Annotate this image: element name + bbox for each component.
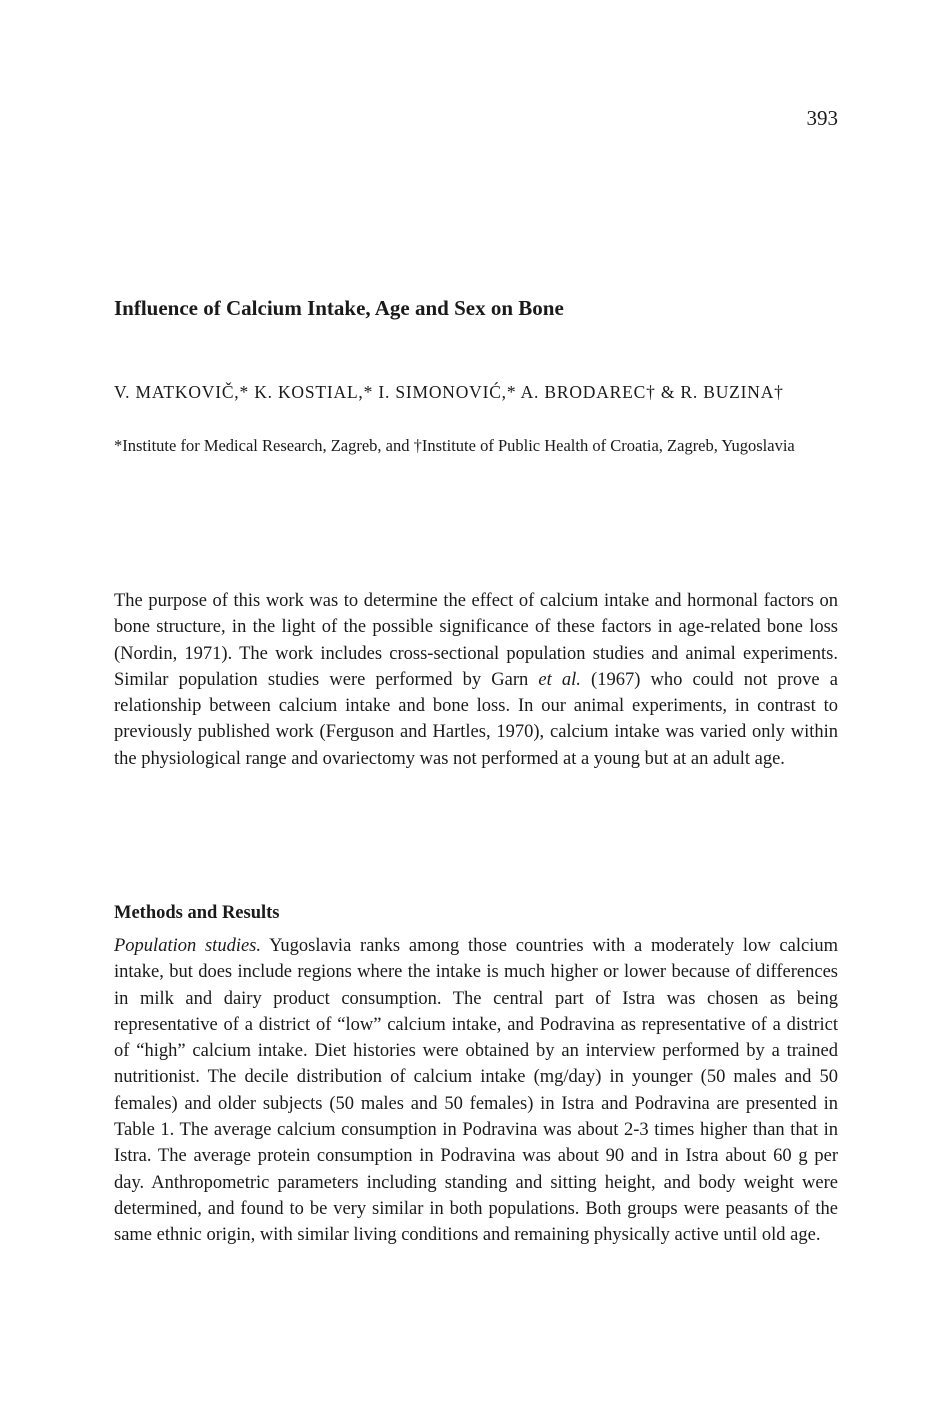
author-list: V. MATKOVIČ,* K. KOSTIAL,* I. SIMONOVIĆ,* A. BRODAREC† & R. BUZINA† <box>114 382 784 402</box>
methods-paragraph <box>114 933 838 1249</box>
abstract-et-al: et al. <box>538 669 581 690</box>
abstract-text-end: (1967) who could not prove a relationship between calcium intake and bone loss. In our animal experiments, in contrast to previously published work (Ferguson and Hartles, 1970), calcium intake was varied only within the physiological range and ovariectomy was not performed at a young but at an adult age. <box>114 669 838 769</box>
section-heading-methods: Methods and Results <box>114 903 280 923</box>
article-title: Influence of Calcium Intake, Age and Sex on Bone <box>114 296 564 320</box>
author-affiliation: *Institute for Medical Research, Zagreb, and †Institute of Public Health of Croatia, Zagreb, Yugoslavia <box>114 436 795 455</box>
abstract-paragraph <box>114 588 838 772</box>
abstract-text-start: The purpose of this work was to determine the effect of calcium intake and hormonal factors on bone structure, in the light of the possible significance of these factors in age-related bone loss (Nordin, 1971). The work includes cross-sectional population studies and animal experiments. Similar population studies were performed by Garn <box>114 591 838 690</box>
page-number: 393 <box>806 106 838 130</box>
subsection-heading-population: Population studies. <box>114 936 261 956</box>
methods-text: Yugoslavia ranks among those countries with a moderately low calcium intake, but does include regions where the intake is much higher or lower because of differences in milk and dairy product consumption. The central part of Istra was chosen as being representative of a district of “low” calcium intake, and Podravina as representative of a district of “high” calcium intake. Diet histories were obtained by an interview performed by a trained nutritionist. The decile distribution of calcium intake (mg/day) in younger (50 males and 50 females) and older subjects (50 males and 50 females) in Istra and Podravina are presented in Table 1. The average calcium consumption in Podravina was about 2-3 times higher than that in Istra. The average protein consumption in Podravina was about 90 and in Istra about 60 g per day. Anthropometric parameters including standing and sitting height, and body weight were determined, and found to be very similar in both populations. Both groups were peasants of the same ethnic origin, with similar living conditions and remaining physically active until old age. <box>114 936 838 1246</box>
